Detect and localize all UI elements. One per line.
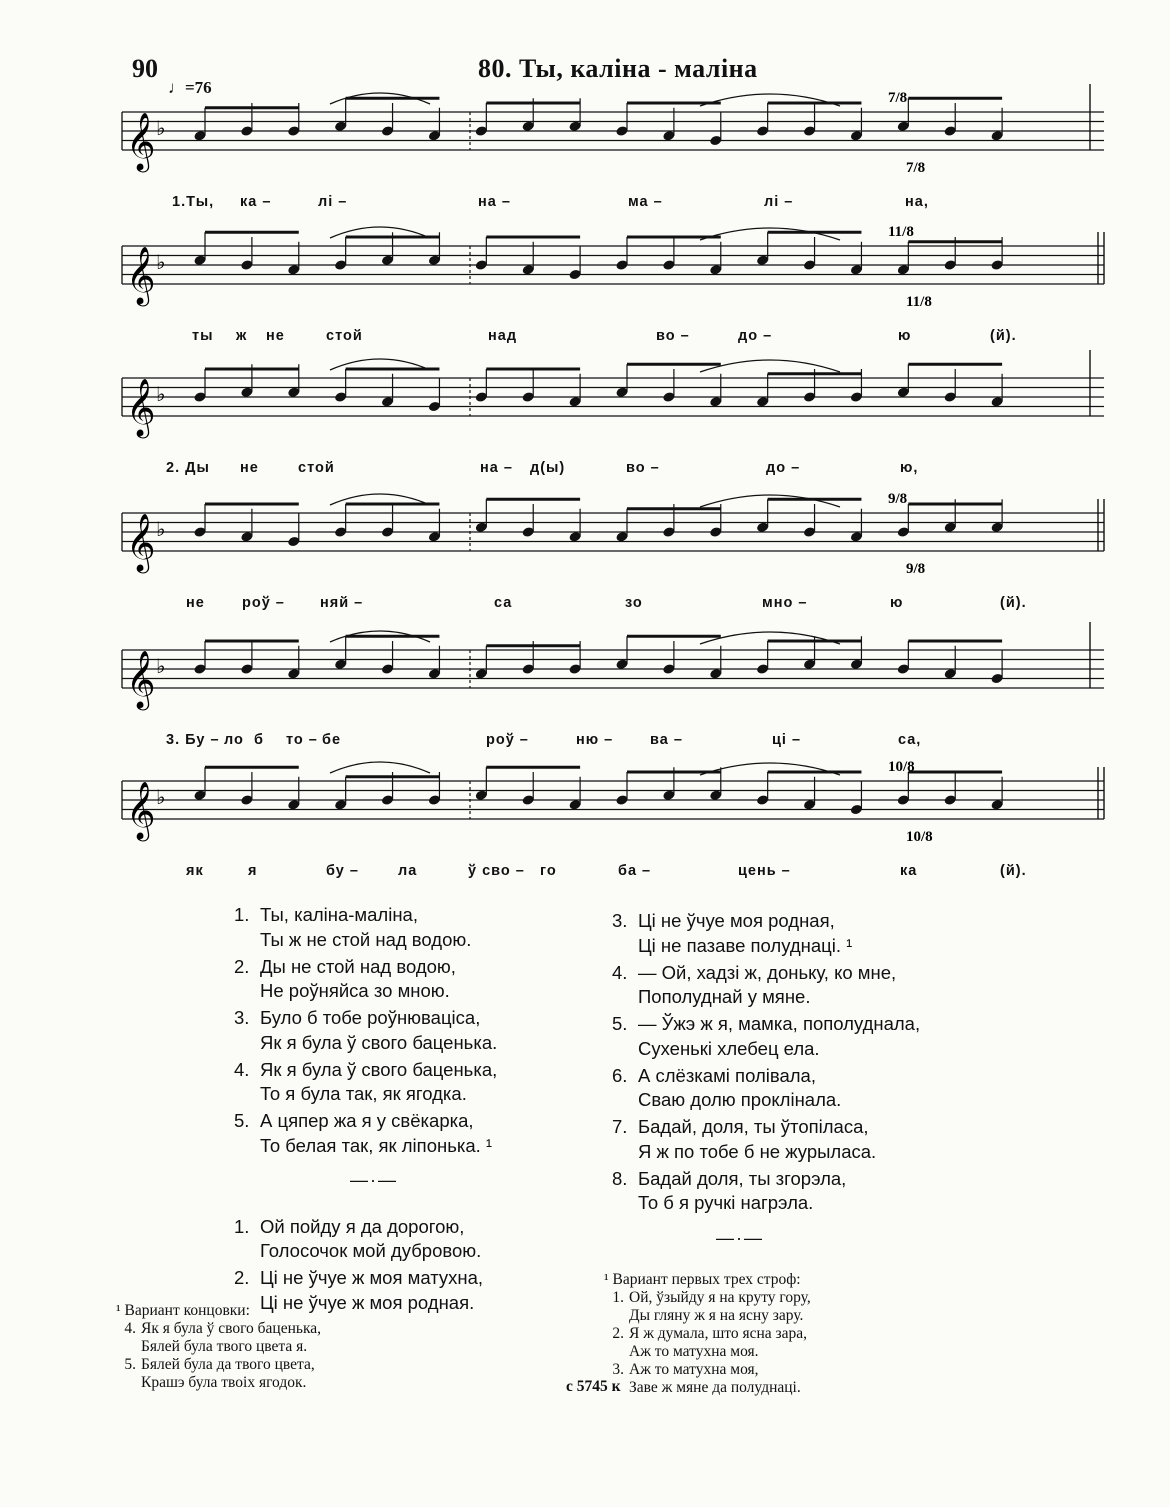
footnote-line-number: 4. bbox=[124, 1320, 136, 1337]
lyric-syllable: 3. Бу – bbox=[166, 732, 220, 748]
verse bbox=[612, 1167, 920, 1216]
lyric-syllable: то – bbox=[286, 732, 318, 748]
verse bbox=[234, 1006, 497, 1055]
footnote-line bbox=[116, 1338, 321, 1356]
verse-line: — Ўжэ ж я, мамка, пополуднала, bbox=[638, 1013, 921, 1034]
footnote-line bbox=[116, 1374, 321, 1392]
verses-left-column bbox=[234, 903, 497, 1318]
lyric-syllable: 1.Ты, bbox=[172, 194, 215, 210]
verse bbox=[612, 1064, 920, 1113]
footnote-line-number: 3. bbox=[612, 1361, 624, 1378]
verse-line: То я була так, як ягодка. bbox=[260, 1083, 467, 1104]
lyric-syllable: ма – bbox=[628, 194, 663, 210]
staff bbox=[0, 216, 1170, 346]
verse-list-3 bbox=[612, 909, 920, 1216]
footnote-line-text: Бялей була твого цвета я. bbox=[141, 1338, 308, 1355]
verse-number: 2. bbox=[234, 955, 250, 977]
lyric-syllable: роў – bbox=[242, 595, 285, 611]
lyric-syllable: ла bbox=[398, 863, 418, 879]
lyric-syllable: бе bbox=[322, 732, 342, 748]
verse bbox=[612, 1012, 920, 1061]
verse-line: Ды не стой над водою, bbox=[260, 955, 456, 977]
meter-mark: 7/8 bbox=[906, 160, 926, 176]
footnote-line bbox=[116, 1320, 321, 1338]
footnote-right bbox=[604, 1271, 811, 1397]
footnote-line-number: 2. bbox=[612, 1325, 624, 1342]
verse-number: 4. bbox=[234, 1058, 250, 1080]
lyric-syllable: над bbox=[488, 328, 518, 344]
verse-line: А слёзкамі полівала, bbox=[638, 1064, 816, 1086]
verse-line: Ой пойду я да дорогою, bbox=[260, 1215, 465, 1237]
lyric-syllable: во – bbox=[656, 328, 690, 344]
slur bbox=[700, 228, 840, 240]
section-separator: —·— bbox=[350, 1170, 398, 1190]
footnote-line-text: Ой, ўзыйду я на круту гору, bbox=[629, 1289, 811, 1306]
lyric-syllable: (й). bbox=[1000, 595, 1027, 611]
treble-clef-icon: 𝄞 bbox=[126, 112, 156, 170]
lyric-syllable: во – bbox=[626, 460, 660, 476]
verse-line: Ці не ўчуе ж моя матухна, bbox=[260, 1267, 484, 1288]
meter-mark: 11/8 bbox=[906, 294, 932, 310]
lyric-syllable: стой bbox=[326, 328, 363, 344]
verse-line: Як я була ў свого баценька. bbox=[260, 1031, 498, 1053]
flat-key-signature-icon: ♭ bbox=[156, 116, 166, 140]
lyric-syllable: стой bbox=[298, 460, 335, 476]
lyric-syllable: лі – bbox=[764, 194, 794, 210]
lyric-syllable: няй – bbox=[320, 595, 364, 611]
footnote-line-number: 1. bbox=[612, 1289, 624, 1306]
footnote-line-number bbox=[116, 1338, 136, 1356]
verse-line: Сваю долю проклінала. bbox=[638, 1089, 842, 1110]
verse-line: Ці не ўчуе ж моя родная. bbox=[260, 1291, 475, 1313]
lyric-syllable: б bbox=[254, 732, 264, 748]
lyric-syllable: бу – bbox=[326, 863, 359, 879]
lyric-syllable: як bbox=[186, 863, 204, 879]
lyric-syllable: не bbox=[186, 595, 205, 611]
verse bbox=[234, 903, 497, 952]
lyric-syllable: на, bbox=[905, 194, 929, 210]
footnote-line-text: Бялей була да твого цвета, bbox=[141, 1356, 315, 1373]
footnote-line-text: Ды гляну ж я на ясну зару. bbox=[629, 1307, 804, 1324]
footnote-header: ¹ Вариант первых трех строф: bbox=[604, 1271, 801, 1288]
staff bbox=[0, 751, 1170, 881]
verse-number: 3. bbox=[234, 1007, 250, 1028]
verse-number: 1. bbox=[234, 1215, 250, 1237]
lyric-syllable: цень – bbox=[738, 863, 791, 879]
lyric-syllable: ка bbox=[900, 863, 918, 879]
verse-number: 6. bbox=[612, 1064, 628, 1086]
staff bbox=[0, 348, 1170, 478]
meter-mark: 9/8 bbox=[906, 561, 926, 577]
lyric-syllable: не bbox=[240, 460, 259, 476]
verse bbox=[234, 1215, 497, 1264]
lyric-syllable: ю bbox=[898, 328, 912, 344]
verse-list-2 bbox=[234, 1215, 497, 1316]
verse-line: Бадай доля, ты згорэла, bbox=[638, 1167, 847, 1189]
verse-line: Не роўняйса зо мною. bbox=[260, 980, 450, 1001]
lyric-syllable: роў – bbox=[486, 732, 529, 748]
verse-line: Бадай, доля, ты ўтопіласа, bbox=[638, 1116, 869, 1137]
lyric-syllable: мно – bbox=[762, 595, 808, 611]
footnote-line-text: Я ж думала, што ясна зара, bbox=[629, 1325, 808, 1342]
slur bbox=[330, 762, 430, 773]
verse bbox=[612, 1115, 920, 1164]
lyric-syllable: ю, bbox=[900, 460, 919, 476]
staff bbox=[0, 82, 1170, 212]
verse-line: То б я ручкі нагрэла. bbox=[638, 1192, 814, 1213]
verse-number: 7. bbox=[612, 1116, 628, 1137]
footnote-line bbox=[604, 1307, 811, 1325]
verse bbox=[612, 961, 920, 1010]
verse-number: 4. bbox=[612, 961, 628, 983]
verse-line: Сухенькі хлебец ела. bbox=[638, 1037, 820, 1059]
meter-mark: 7/8 bbox=[888, 90, 908, 106]
verse-number: 8. bbox=[612, 1167, 628, 1189]
footnote-line bbox=[604, 1343, 811, 1361]
lyric-syllable: ба – bbox=[618, 863, 652, 879]
footnote-line-number bbox=[116, 1374, 136, 1392]
meter-mark: 11/8 bbox=[888, 224, 914, 240]
lyric-syllable: ты bbox=[192, 328, 214, 344]
lyric-syllable: на – bbox=[480, 460, 513, 476]
flat-key-signature-icon: ♭ bbox=[156, 654, 166, 678]
treble-clef-icon: 𝄞 bbox=[126, 246, 156, 304]
flat-key-signature-icon: ♭ bbox=[156, 250, 166, 274]
catalog-code: с 5745 к bbox=[566, 1378, 621, 1395]
lyric-syllable: ю bbox=[890, 595, 904, 611]
lyric-syllable: са, bbox=[898, 732, 922, 748]
verse-number: 5. bbox=[234, 1110, 250, 1131]
lyric-syllable: (й). bbox=[1000, 863, 1027, 879]
verse-number: 1. bbox=[234, 904, 250, 925]
lyric-syllable: ка – bbox=[240, 194, 272, 210]
verse-line: Як я була ў свого баценька, bbox=[260, 1058, 498, 1080]
lyric-syllable: ню – bbox=[576, 732, 614, 748]
staff bbox=[0, 620, 1170, 750]
staff bbox=[0, 483, 1170, 613]
verse bbox=[234, 1109, 497, 1158]
lyric-syllable: ці – bbox=[772, 732, 802, 748]
footnote-line bbox=[604, 1379, 811, 1397]
lyric-syllable: са bbox=[494, 595, 513, 611]
treble-clef-icon: 𝄞 bbox=[126, 378, 156, 436]
footnote-left bbox=[116, 1302, 321, 1392]
verse-line: Ты ж не стой над водою. bbox=[260, 928, 472, 950]
footnote-line-number: 5. bbox=[124, 1356, 136, 1373]
lyric-syllable: на – bbox=[478, 194, 511, 210]
verse-list-1 bbox=[234, 903, 497, 1158]
lyric-syllable: не bbox=[266, 328, 285, 344]
section-separator-right: —·— bbox=[716, 1227, 764, 1248]
lyric-syllable: (й). bbox=[990, 328, 1017, 344]
lyric-syllable: до – bbox=[766, 460, 801, 476]
verse bbox=[612, 909, 920, 958]
footnote-line-number bbox=[604, 1307, 624, 1325]
footnote-line-text: Заве ж мяне да полуднаці. bbox=[629, 1379, 801, 1396]
song-title: 80. Ты, каліна - маліна bbox=[478, 54, 758, 83]
lyric-syllable: до – bbox=[738, 328, 773, 344]
footnote-line-text: Як я була ў свого баценька, bbox=[141, 1320, 322, 1337]
verse-number: 2. bbox=[234, 1267, 250, 1288]
flat-key-signature-icon: ♭ bbox=[156, 382, 166, 406]
lyric-syllable: зо bbox=[625, 595, 643, 611]
slur bbox=[700, 360, 840, 372]
tempo-marking: ♩=76 bbox=[168, 78, 212, 97]
footnote-line-number bbox=[604, 1343, 624, 1361]
verse-line: Ты, каліна-маліна, bbox=[260, 904, 418, 925]
verse-line: Я ж по тобе б не журыласа. bbox=[638, 1140, 877, 1162]
meter-mark: 9/8 bbox=[888, 491, 908, 507]
verse-line: Пополуднай у мяне. bbox=[638, 986, 811, 1007]
lyric-syllable: ва – bbox=[650, 732, 683, 748]
footnote-line-text: Аж то матухна моя, bbox=[629, 1361, 759, 1378]
treble-clef-icon: 𝄞 bbox=[126, 781, 156, 839]
verse-line: А цяпер жа я у свёкарка, bbox=[260, 1110, 474, 1131]
footnote-line bbox=[604, 1325, 811, 1343]
verse bbox=[234, 955, 497, 1004]
footnote-line-text: Крашэ була твоіх ягодок. bbox=[141, 1374, 307, 1391]
meter-mark: 10/8 bbox=[888, 759, 915, 775]
verse-line: Ці не пазаве полуднаці. ¹ bbox=[638, 934, 853, 956]
meter-mark: 10/8 bbox=[906, 829, 933, 845]
lyric-syllable: лі – bbox=[318, 194, 348, 210]
lyric-syllable: ж bbox=[236, 328, 248, 344]
footnote-line bbox=[604, 1361, 811, 1379]
verse bbox=[234, 1058, 497, 1107]
lyric-syllable: го bbox=[540, 863, 557, 879]
page-number: 90 bbox=[132, 54, 158, 83]
treble-clef-icon: 𝄞 bbox=[126, 513, 156, 571]
verse-line: Ці не ўчуе моя родная, bbox=[638, 910, 835, 931]
verse-line: Голосочок мой дубровою. bbox=[260, 1240, 482, 1261]
flat-key-signature-icon: ♭ bbox=[156, 785, 166, 809]
footnote-line-text: Аж то матухна моя. bbox=[629, 1343, 759, 1360]
footnote-header: ¹ Вариант концовки: bbox=[116, 1302, 250, 1319]
lyric-syllable: я bbox=[248, 863, 258, 879]
lyric-syllable: 2. Ды bbox=[166, 460, 210, 476]
footnote-line bbox=[604, 1289, 811, 1307]
verse-line: То белая так, як ліпонька. ¹ bbox=[260, 1134, 493, 1156]
flat-key-signature-icon: ♭ bbox=[156, 517, 166, 541]
footnote-line bbox=[116, 1356, 321, 1374]
lyric-syllable: ло bbox=[224, 732, 244, 748]
treble-clef-icon: 𝄞 bbox=[126, 650, 156, 708]
verse-number: 5. bbox=[612, 1013, 628, 1034]
lyric-syllable: ў сво – bbox=[468, 863, 525, 879]
lyric-syllable: д(ы) bbox=[530, 460, 566, 476]
verse-line: Було б тобе роўнюваціса, bbox=[260, 1007, 481, 1028]
verses-right-column bbox=[612, 909, 920, 1272]
verse-number: 3. bbox=[612, 910, 628, 931]
verse-line: — Ой, хадзі ж, доньку, ко мне, bbox=[638, 961, 897, 983]
